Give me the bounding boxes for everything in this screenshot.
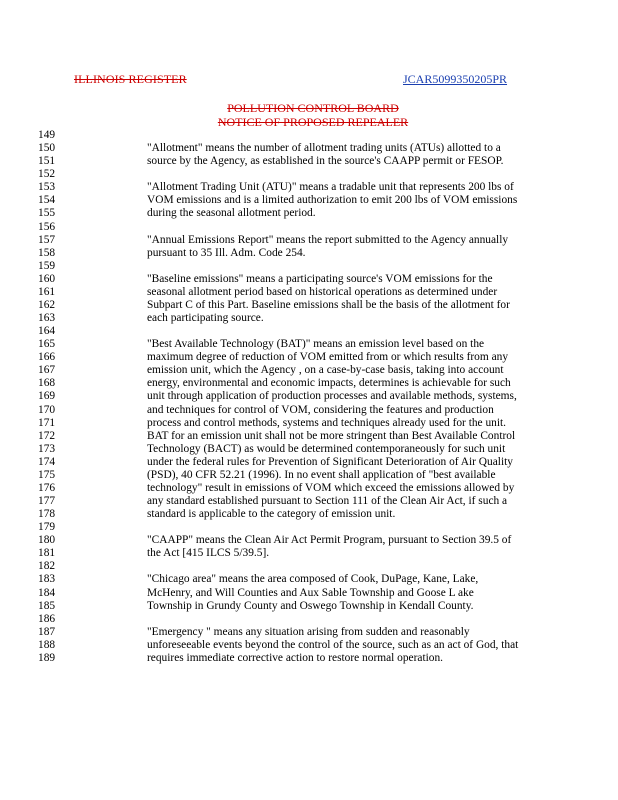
- line-number: 176: [38, 481, 56, 494]
- line-number: 175: [38, 468, 56, 481]
- line-number: 180: [38, 534, 56, 547]
- board-title: POLLUTION CONTROL BOARD: [227, 101, 399, 115]
- line-text: under the federal rules for Prevention of Significant Deterioration of Air Quality: [147, 455, 513, 468]
- line-text: "Baseline emissions" means a participating source's VOM emissions for the: [147, 272, 493, 285]
- line-number: 166: [38, 351, 56, 364]
- line-number: 172: [38, 429, 56, 442]
- line-number: 154: [38, 194, 56, 207]
- line-text: "CAAPP" means the Clean Air Act Permit Program, pursuant to Section 39.5 of: [147, 534, 512, 547]
- line-number: 160: [38, 272, 56, 285]
- line-text: (PSD), 40 CFR 52.21 (1996). In no event shall application of "best available: [147, 468, 496, 481]
- line-text: pursuant to 35 Ill. Adm. Code 254.: [147, 246, 306, 259]
- line-text: "Allotment" means the number of allotment trading units (ATUs) allotted to a: [147, 142, 501, 155]
- line-number: 152: [38, 168, 56, 181]
- line-number: 181: [38, 547, 56, 560]
- line-text: unit through application of production processes and available methods, systems,: [147, 390, 517, 403]
- line-text: seasonal allotment period based on historical operations as determined under: [147, 285, 498, 298]
- line-number: 174: [38, 455, 56, 468]
- line-text: technology" result in emissions of VOM which exceed the emissions allowed by: [147, 481, 515, 494]
- line-number: 150: [38, 142, 56, 155]
- jcar-code-link[interactable]: JCAR5099350205PR: [403, 72, 508, 86]
- line-text: "Best Available Technology (BAT)" means an emission level based on the: [147, 338, 485, 351]
- line-number: 153: [38, 181, 56, 194]
- line-number: 156: [38, 220, 56, 233]
- line-number: 169: [38, 390, 56, 403]
- line-text: McHenry, and Will Counties and Aux Sable Township and Goose L ake: [147, 586, 474, 599]
- line-text: "Allotment Trading Unit (ATU)" means a tradable unit that represents 200 lbs of: [147, 181, 514, 194]
- line-text: Township in Grundy County and Oswego Township in Kendall County.: [147, 599, 474, 612]
- line-number: 173: [38, 442, 56, 455]
- line-number: 151: [38, 155, 56, 168]
- line-number: 186: [38, 612, 56, 625]
- line-number: 177: [38, 495, 56, 507]
- notice-title: NOTICE OF PROPOSED REPEALER: [217, 115, 409, 129]
- line-text: standard is applicable to the category of emission unit.: [147, 508, 396, 520]
- line-number: 188: [38, 638, 56, 651]
- line-number: 167: [38, 364, 56, 377]
- line-number: 183: [38, 573, 56, 586]
- line-number: 179: [38, 521, 56, 534]
- line-number: 155: [38, 207, 56, 220]
- line-text: Subpart C of this Part. Baseline emissions shall be the basis of the allotment for: [147, 298, 510, 311]
- line-number: 171: [38, 416, 56, 429]
- line-number: 187: [38, 625, 56, 638]
- line-number: 185: [38, 599, 56, 612]
- line-text: emission unit, which the Agency , on a case-by-case basis, taking into account: [147, 364, 504, 377]
- line-text: the Act [415 ILCS 5/39.5].: [147, 547, 270, 560]
- line-text: "Annual Emissions Report" means the report submitted to the Agency annually: [147, 233, 509, 246]
- line-number: 165: [38, 338, 56, 351]
- line-number: 158: [38, 246, 56, 259]
- line-number: 161: [38, 285, 56, 298]
- line-number: 178: [38, 508, 56, 520]
- line-number: 149: [38, 129, 56, 141]
- line-text: "Chicago area" means the area composed of Cook, DuPage, Kane, Lake,: [147, 573, 479, 586]
- line-text: source by the Agency, as established in the source's CAAPP permit or FESOP.: [147, 155, 504, 168]
- line-text: each participating source.: [147, 312, 264, 324]
- line-text: energy, environmental and economic impacts, determines is achievable for such: [147, 377, 511, 390]
- line-text: any standard established pursuant to Section 111 of the Clean Air Act, if such a: [147, 495, 508, 507]
- line-text: unforeseeable events beyond the control of the source, such as an act of God, that: [147, 638, 519, 651]
- line-text: "Emergency " means any situation arising from sudden and reasonably: [147, 625, 470, 638]
- line-number: 184: [38, 586, 56, 599]
- line-text: maximum degree of reduction of VOM emitted from or which results from any: [147, 351, 509, 364]
- register-title: ILLINOIS REGISTER: [74, 72, 187, 86]
- line-text: BAT for an emission unit shall not be more stringent than Best Available Control: [147, 429, 516, 442]
- line-number: 182: [38, 560, 56, 573]
- line-number: 168: [38, 377, 56, 390]
- line-text: process and control methods, systems and techniques already used for the unit.: [147, 416, 507, 429]
- line-text: during the seasonal allotment period.: [147, 207, 316, 220]
- line-text: requires immediate corrective action to restore normal operation.: [147, 651, 444, 664]
- line-number: 164: [38, 325, 56, 338]
- line-number: 170: [38, 403, 56, 416]
- line-text: and techniques for control of VOM, considering the features and production: [147, 403, 494, 416]
- line-number: 157: [38, 233, 56, 246]
- line-text: VOM emissions and is a limited authorization to emit 200 lbs of VOM emissions: [147, 194, 518, 207]
- line-text: Technology (BACT) as would be determined contemporaneously for such unit: [147, 442, 506, 455]
- line-number: 189: [38, 651, 56, 664]
- line-number: 162: [38, 298, 56, 311]
- line-number: 159: [38, 259, 56, 272]
- line-number: 163: [38, 312, 56, 324]
